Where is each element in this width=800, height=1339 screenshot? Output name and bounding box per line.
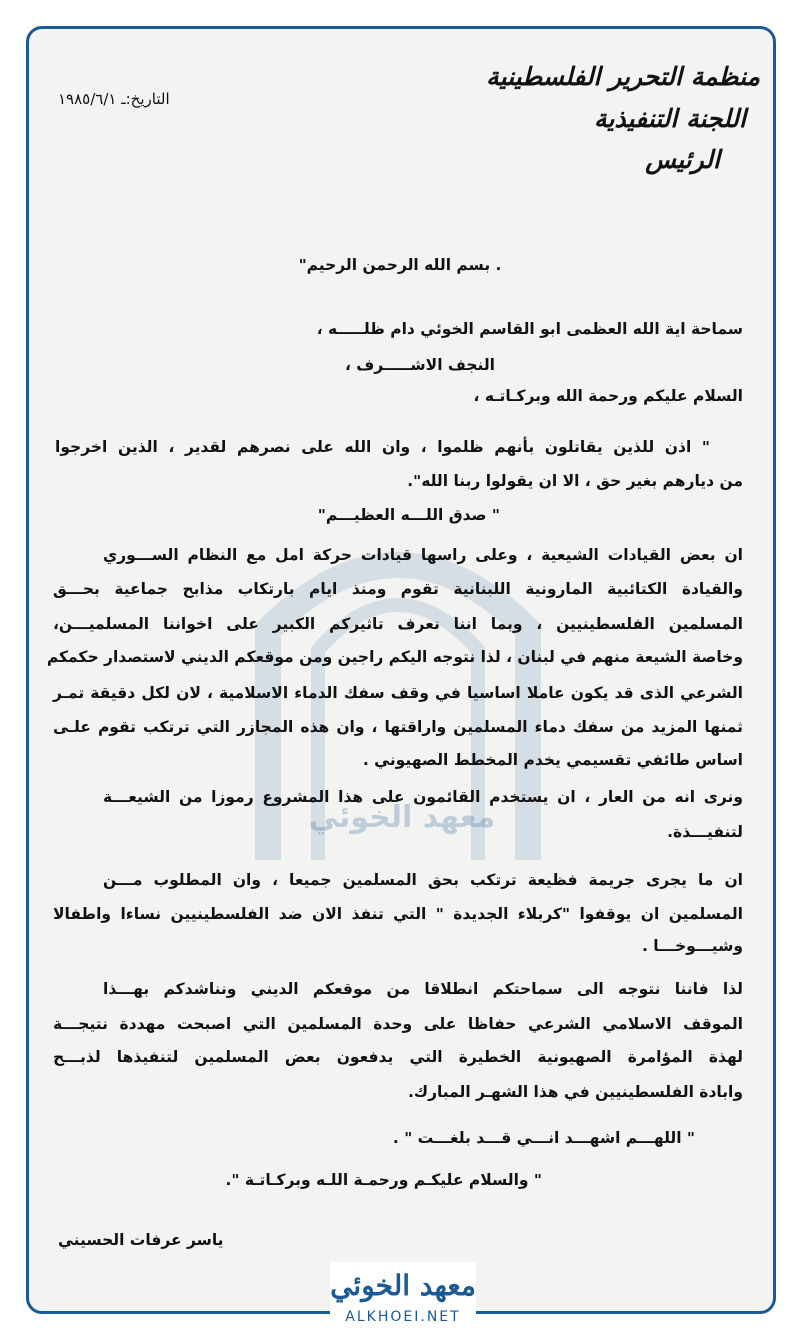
basmala: . بسم الله الرحمن الرحيم"	[298, 256, 502, 274]
addressee-line: النجف الاشـــــرف ،	[344, 356, 495, 374]
paragraph-line: الموقف الاسلامي الشرعي حفاظا على وحدة المسلمين التي اصبحت مهددة نتيجـــة	[53, 1015, 743, 1033]
addressee-line: سماحة اية الله العظمى ابو القاسم الخوئي دام ظلـــــه ،	[316, 320, 743, 338]
paragraph-line: لهذة المؤامرة الصهيونية الخطيرة التي يدفعون بعض المسلمين لتنفيذها لذبـــح	[53, 1048, 743, 1066]
paragraph-line: المسلمين ان يوقفوا "كربلاء الجديدة " التي تنفذ الان ضد الفلسطينيين نساءا واطفالا	[53, 905, 743, 923]
alkhoei-logo	[330, 1262, 476, 1339]
logo-arabic: معهد الخوئي	[330, 1269, 476, 1302]
paragraph-line: ثمنها المزيد من سفك دماء المسلمين واراقتها ، وان هذه المجازر التي ترتكب تقوم علـى	[53, 718, 743, 736]
paragraph-line: ونرى انه من العار ، ان يستخدم القائمون على هذا المشروع رموزا من الشيعـــة	[103, 788, 743, 806]
paragraph-line: اساس طائفي تقسيمي يخدم المخطط الصهيوني .	[362, 751, 743, 769]
quote-line: " اذن للذين يقاتلون بأنهم ظلموا ، وان الله على نصرهم لقدير ، الذين اخرجوا	[55, 438, 710, 456]
paragraph-line: وابادة الفلسطينيين في هذا الشهـر المبارك.	[407, 1083, 743, 1101]
letter-date: التاريخ:ـ ١٩٨٥/٦/١	[58, 90, 170, 108]
paragraph-line: والقيادة الكتائبية المارونية اللبنانية تقوم ومنذ ايام بارتكاب مذابح جماعية بحـــق	[53, 580, 743, 598]
paragraph-line: ان بعض القيادات الشيعية ، وعلى راسها قيادات حركة امل مع النظام الســـوري	[103, 546, 743, 564]
closing-line: " والسلام عليكـم ورحمـة اللـه وبركـاتـة ".	[225, 1171, 542, 1189]
logo-url: ALKHOEI.NET	[345, 1309, 461, 1325]
addressee-line: السلام عليكم ورحمة الله وبركـاتـه ،	[473, 387, 743, 405]
letterhead-org: منظمة التحرير الفلسطينية	[486, 62, 760, 91]
paragraph-line: لتنفيـــذة.	[667, 823, 743, 841]
paragraph-line: لذا فاننا نتوجه الى سماحتكم انطلاقا من موقعكم الديني ونناشدكم بهـــذا	[103, 980, 743, 998]
paragraph-line: الشرعي الذى قد يكون عاملا اساسيا في وقف سفك الدماء الاسلامية ، لان لكل دقيقة تمـر	[53, 684, 743, 702]
quote-line: من ديارهم بغير حق ، الا ان يقولوا ربنا الله".	[407, 472, 743, 490]
paragraph-line: وشيـــوخـــا .	[642, 937, 743, 955]
paragraph-line: وخاصة الشيعة منهم في لبنان ، لذا نتوجه اليكم راجين ومن موقعكم الديني لاستصدار حكمكم	[46, 648, 743, 666]
signature: ياسر عرفات الحسيني	[58, 1231, 224, 1249]
paragraph-line: المسلمين الفلسطينيين ، وبما اننا نعرف تاثيركم الكبير على اخواننا المسلميـــن،	[53, 615, 743, 633]
paragraph-line: ان ما يجرى جريمة فظيعة ترتكب بحق المسلمين جميعا ، وان المطلوب مـــن	[103, 871, 743, 889]
letterhead-committee: اللجنة التنفيذية	[594, 104, 746, 133]
letterhead-role: الرئيس	[645, 145, 720, 174]
quote-line: " صدق اللـــه العظيـــم"	[317, 506, 500, 524]
closing-line: " اللهـــم اشهـــد انـــي قـــد بلغـــت " .	[392, 1129, 695, 1147]
watermark-text: معهد الخوئي	[308, 800, 496, 835]
